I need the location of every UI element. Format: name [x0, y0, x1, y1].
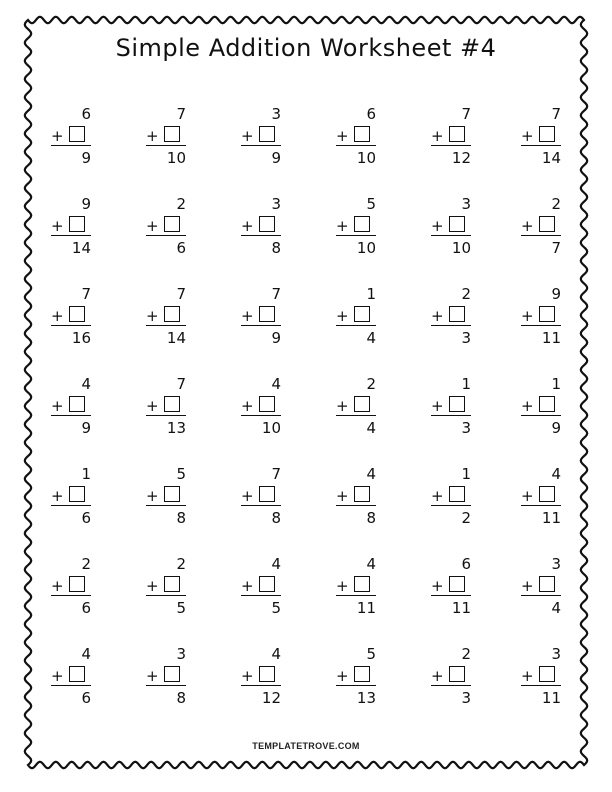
first-addend: 3 — [271, 195, 281, 213]
plus-sign: + — [241, 667, 254, 685]
first-addend: 7 — [271, 465, 281, 483]
plus-sign: + — [146, 307, 159, 325]
addition-problem — [431, 105, 479, 169]
first-addend: 3 — [461, 195, 471, 213]
sum-value: 5 — [176, 599, 186, 617]
addition-problem — [336, 105, 384, 169]
sum-value: 14 — [166, 329, 186, 347]
sum-line — [241, 415, 281, 416]
sum-line — [336, 235, 376, 236]
plus-sign: + — [51, 307, 64, 325]
addition-problem — [521, 555, 569, 619]
sum-line — [51, 235, 91, 236]
plus-sign: + — [521, 487, 534, 505]
addition-problem — [336, 645, 384, 709]
missing-addend-box[interactable] — [164, 306, 180, 322]
first-addend: 4 — [271, 555, 281, 573]
missing-addend-box[interactable] — [449, 126, 465, 142]
addition-problem — [241, 555, 289, 619]
addition-problem — [431, 375, 479, 439]
missing-addend-box[interactable] — [539, 126, 555, 142]
missing-addend-box[interactable] — [449, 666, 465, 682]
addition-problem — [51, 375, 99, 439]
addition-problem — [336, 285, 384, 349]
addition-problem — [336, 375, 384, 439]
sum-line — [146, 415, 186, 416]
sum-value: 14 — [541, 149, 561, 167]
plus-sign: + — [336, 577, 349, 595]
first-addend: 7 — [176, 285, 186, 303]
sum-line — [521, 595, 561, 596]
first-addend: 1 — [551, 375, 561, 393]
sum-line — [51, 685, 91, 686]
missing-addend-box[interactable] — [354, 486, 370, 502]
addition-problem — [51, 195, 99, 259]
first-addend: 4 — [271, 645, 281, 663]
plus-sign: + — [146, 127, 159, 145]
first-addend: 7 — [271, 285, 281, 303]
first-addend: 5 — [366, 645, 376, 663]
sum-value: 3 — [461, 419, 471, 437]
missing-addend-box[interactable] — [259, 666, 275, 682]
sum-value: 11 — [541, 689, 561, 707]
worksheet-title: Simple Addition Worksheet #4 — [115, 34, 497, 62]
sum-line — [336, 505, 376, 506]
first-addend: 1 — [81, 465, 91, 483]
sum-line — [51, 145, 91, 146]
first-addend: 3 — [551, 555, 561, 573]
addition-problem — [146, 465, 194, 529]
sum-line — [431, 505, 471, 506]
sum-value: 13 — [356, 689, 376, 707]
sum-line — [521, 685, 561, 686]
sum-line — [431, 685, 471, 686]
sum-line — [521, 325, 561, 326]
missing-addend-box[interactable] — [69, 396, 85, 412]
missing-addend-box[interactable] — [354, 126, 370, 142]
plus-sign: + — [51, 577, 64, 595]
first-addend: 4 — [81, 645, 91, 663]
sum-value: 11 — [451, 599, 471, 617]
missing-addend-box[interactable] — [69, 576, 85, 592]
plus-sign: + — [241, 487, 254, 505]
sum-value: 9 — [81, 419, 91, 437]
sum-value: 6 — [81, 599, 91, 617]
addition-problem — [336, 195, 384, 259]
addition-problem — [336, 465, 384, 529]
addition-problem — [431, 285, 479, 349]
missing-addend-box[interactable] — [449, 486, 465, 502]
first-addend: 7 — [81, 285, 91, 303]
plus-sign: + — [51, 127, 64, 145]
first-addend: 4 — [551, 465, 561, 483]
sum-value: 4 — [366, 329, 376, 347]
first-addend: 2 — [461, 285, 471, 303]
sum-line — [431, 325, 471, 326]
sum-value: 6 — [81, 509, 91, 527]
sum-line — [51, 325, 91, 326]
sum-value: 8 — [271, 239, 281, 257]
first-addend: 2 — [176, 555, 186, 573]
sum-value: 16 — [71, 329, 91, 347]
first-addend: 5 — [366, 195, 376, 213]
plus-sign: + — [431, 307, 444, 325]
addition-problem — [146, 645, 194, 709]
addition-problem — [241, 375, 289, 439]
first-addend: 2 — [551, 195, 561, 213]
sum-value: 2 — [461, 509, 471, 527]
missing-addend-box[interactable] — [449, 306, 465, 322]
plus-sign: + — [336, 307, 349, 325]
plus-sign: + — [431, 577, 444, 595]
sum-value: 9 — [271, 329, 281, 347]
plus-sign: + — [146, 667, 159, 685]
plus-sign: + — [521, 127, 534, 145]
missing-addend-box[interactable] — [354, 576, 370, 592]
missing-addend-box[interactable] — [164, 126, 180, 142]
missing-addend-box[interactable] — [354, 216, 370, 232]
missing-addend-box[interactable] — [259, 306, 275, 322]
addition-problem — [431, 645, 479, 709]
footer-site-name: TEMPLATETROVE.COM — [252, 741, 360, 751]
sum-line — [146, 685, 186, 686]
first-addend: 6 — [461, 555, 471, 573]
sum-line — [336, 415, 376, 416]
sum-line — [241, 505, 281, 506]
plus-sign: + — [146, 217, 159, 235]
missing-addend-box[interactable] — [164, 486, 180, 502]
sum-line — [241, 325, 281, 326]
plus-sign: + — [521, 667, 534, 685]
missing-addend-box[interactable] — [259, 126, 275, 142]
plus-sign: + — [336, 487, 349, 505]
missing-addend-box[interactable] — [69, 306, 85, 322]
sum-line — [521, 235, 561, 236]
sum-value: 11 — [356, 599, 376, 617]
sum-value: 13 — [166, 419, 186, 437]
sum-value: 11 — [541, 329, 561, 347]
plus-sign: + — [241, 217, 254, 235]
sum-line — [241, 145, 281, 146]
sum-line — [431, 235, 471, 236]
sum-line — [146, 325, 186, 326]
first-addend: 2 — [461, 645, 471, 663]
addition-problem — [521, 465, 569, 529]
plus-sign: + — [336, 667, 349, 685]
first-addend: 3 — [551, 645, 561, 663]
addition-problem — [521, 645, 569, 709]
first-addend: 1 — [366, 285, 376, 303]
sum-value: 8 — [176, 509, 186, 527]
plus-sign: + — [431, 397, 444, 415]
addition-problem — [241, 645, 289, 709]
sum-line — [431, 595, 471, 596]
plus-sign: + — [241, 397, 254, 415]
sum-value: 10 — [356, 239, 376, 257]
sum-value: 10 — [166, 149, 186, 167]
addition-problem — [51, 645, 99, 709]
sum-line — [336, 145, 376, 146]
addition-problem — [431, 465, 479, 529]
addition-problem — [146, 285, 194, 349]
sum-line — [241, 235, 281, 236]
plus-sign: + — [431, 127, 444, 145]
missing-addend-box[interactable] — [259, 216, 275, 232]
addition-problem — [241, 105, 289, 169]
addition-problem — [51, 555, 99, 619]
sum-value: 4 — [551, 599, 561, 617]
sum-line — [521, 145, 561, 146]
plus-sign: + — [521, 217, 534, 235]
sum-line — [336, 685, 376, 686]
missing-addend-box[interactable] — [354, 396, 370, 412]
missing-addend-box[interactable] — [164, 666, 180, 682]
sum-value: 8 — [271, 509, 281, 527]
first-addend: 9 — [81, 195, 91, 213]
sum-line — [51, 505, 91, 506]
missing-addend-box[interactable] — [539, 306, 555, 322]
first-addend: 6 — [366, 105, 376, 123]
plus-sign: + — [51, 667, 64, 685]
plus-sign: + — [521, 577, 534, 595]
missing-addend-box[interactable] — [259, 576, 275, 592]
addition-problem — [146, 195, 194, 259]
addition-problem — [51, 285, 99, 349]
sum-value: 9 — [551, 419, 561, 437]
sum-line — [51, 595, 91, 596]
missing-addend-box[interactable] — [259, 396, 275, 412]
plus-sign: + — [51, 217, 64, 235]
addition-problem — [241, 285, 289, 349]
sum-line — [431, 145, 471, 146]
addition-problem — [521, 285, 569, 349]
sum-line — [336, 595, 376, 596]
addition-problem — [431, 555, 479, 619]
sum-value: 8 — [366, 509, 376, 527]
plus-sign: + — [336, 127, 349, 145]
first-addend: 2 — [176, 195, 186, 213]
missing-addend-box[interactable] — [449, 396, 465, 412]
plus-sign: + — [431, 667, 444, 685]
sum-value: 9 — [81, 149, 91, 167]
first-addend: 4 — [366, 555, 376, 573]
sum-value: 5 — [271, 599, 281, 617]
addition-problem — [431, 195, 479, 259]
sum-line — [336, 325, 376, 326]
first-addend: 3 — [176, 645, 186, 663]
first-addend: 3 — [271, 105, 281, 123]
plus-sign: + — [431, 487, 444, 505]
plus-sign: + — [521, 397, 534, 415]
first-addend: 7 — [461, 105, 471, 123]
sum-line — [241, 685, 281, 686]
sum-line — [521, 415, 561, 416]
sum-line — [146, 505, 186, 506]
missing-addend-box[interactable] — [354, 666, 370, 682]
missing-addend-box[interactable] — [539, 396, 555, 412]
addition-problem — [521, 375, 569, 439]
addition-problem — [146, 105, 194, 169]
missing-addend-box[interactable] — [164, 576, 180, 592]
plus-sign: + — [51, 397, 64, 415]
plus-sign: + — [521, 307, 534, 325]
sum-value: 14 — [71, 239, 91, 257]
first-addend: 2 — [81, 555, 91, 573]
sum-value: 3 — [461, 329, 471, 347]
sum-value: 11 — [541, 509, 561, 527]
first-addend: 7 — [176, 375, 186, 393]
addition-problem — [521, 105, 569, 169]
first-addend: 1 — [461, 465, 471, 483]
plus-sign: + — [146, 487, 159, 505]
missing-addend-box[interactable] — [164, 216, 180, 232]
missing-addend-box[interactable] — [69, 126, 85, 142]
plus-sign: + — [336, 217, 349, 235]
sum-line — [431, 415, 471, 416]
addition-problem — [146, 375, 194, 439]
first-addend: 2 — [366, 375, 376, 393]
first-addend: 1 — [461, 375, 471, 393]
addition-problem — [146, 555, 194, 619]
missing-addend-box[interactable] — [354, 306, 370, 322]
first-addend: 4 — [81, 375, 91, 393]
sum-line — [241, 595, 281, 596]
missing-addend-box[interactable] — [449, 576, 465, 592]
plus-sign: + — [241, 307, 254, 325]
plus-sign: + — [431, 217, 444, 235]
sum-line — [146, 145, 186, 146]
sum-value: 9 — [271, 149, 281, 167]
sum-value: 10 — [356, 149, 376, 167]
missing-addend-box[interactable] — [449, 216, 465, 232]
first-addend: 7 — [176, 105, 186, 123]
addition-problem — [51, 105, 99, 169]
sum-value: 6 — [81, 689, 91, 707]
first-addend: 4 — [271, 375, 281, 393]
addition-problem — [241, 465, 289, 529]
sum-value: 3 — [461, 689, 471, 707]
sum-value: 4 — [366, 419, 376, 437]
sum-value: 12 — [261, 689, 281, 707]
plus-sign: + — [241, 127, 254, 145]
sum-value: 12 — [451, 149, 471, 167]
missing-addend-box[interactable] — [259, 486, 275, 502]
sum-value: 10 — [451, 239, 471, 257]
addition-problem — [521, 195, 569, 259]
sum-value: 10 — [261, 419, 281, 437]
first-addend: 6 — [81, 105, 91, 123]
first-addend: 4 — [366, 465, 376, 483]
missing-addend-box[interactable] — [69, 486, 85, 502]
plus-sign: + — [146, 577, 159, 595]
plus-sign: + — [51, 487, 64, 505]
addition-problem — [241, 195, 289, 259]
first-addend: 9 — [551, 285, 561, 303]
sum-line — [146, 595, 186, 596]
sum-value: 8 — [176, 689, 186, 707]
sum-value: 6 — [176, 239, 186, 257]
missing-addend-box[interactable] — [539, 576, 555, 592]
sum-line — [51, 415, 91, 416]
missing-addend-box[interactable] — [539, 666, 555, 682]
sum-value: 7 — [551, 239, 561, 257]
plus-sign: + — [336, 397, 349, 415]
missing-addend-box[interactable] — [539, 486, 555, 502]
missing-addend-box[interactable] — [69, 666, 85, 682]
addition-problem — [51, 465, 99, 529]
first-addend: 7 — [551, 105, 561, 123]
plus-sign: + — [146, 397, 159, 415]
missing-addend-box[interactable] — [164, 396, 180, 412]
plus-sign: + — [241, 577, 254, 595]
first-addend: 5 — [176, 465, 186, 483]
sum-line — [521, 505, 561, 506]
missing-addend-box[interactable] — [539, 216, 555, 232]
sum-line — [146, 235, 186, 236]
missing-addend-box[interactable] — [69, 216, 85, 232]
addition-problem — [336, 555, 384, 619]
